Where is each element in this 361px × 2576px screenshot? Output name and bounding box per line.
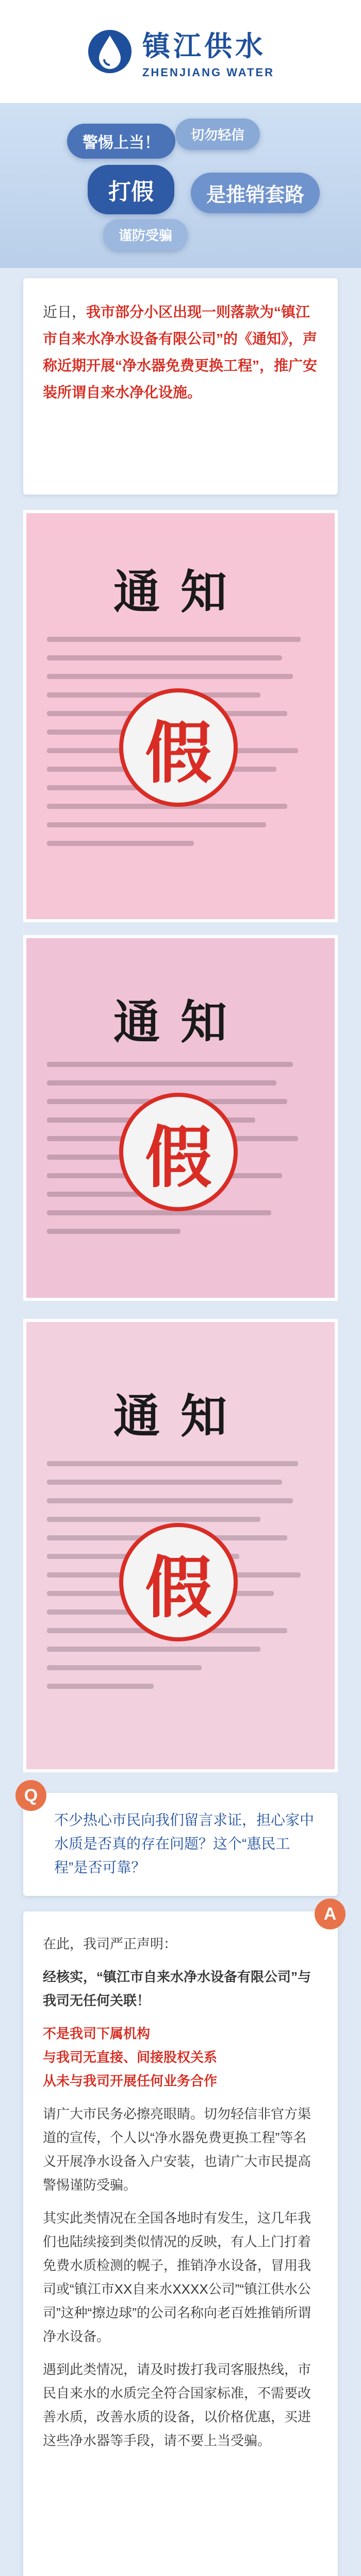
- water-drop-logo-icon: [87, 28, 133, 75]
- question-badge-icon: Q: [15, 1780, 46, 1811]
- question-card: [23, 1793, 338, 1896]
- hero-tag-fake: 打假: [88, 165, 174, 214]
- fake-stamp: 假: [119, 688, 238, 807]
- header: [0, 0, 361, 103]
- answer-verification: 经核实，“镇江市自来水净水设备有限公司”与我司无任何关联！: [43, 1969, 311, 2008]
- fake-stamp: 假: [119, 1523, 238, 1641]
- intro-prefix: 近日，: [43, 304, 87, 320]
- brand-name-en: ZHENJIANG WATER: [142, 65, 275, 79]
- answer-paragraph: 遇到此类情况，请及时拨打我司客服热线，市民自来水的水质完全符合国家标准，不需要改善水质，改善水质的设备，以价格优惠，买进这些净水器等手段，请不要上当受骗。: [43, 2362, 311, 2448]
- question-text: 不少热心市民向我们留言求证，担心家中水质是否真的存在问题？这个“惠民工程”是否可靠？: [54, 1812, 315, 1875]
- notice-title: 通知: [113, 567, 248, 618]
- intro-card: [23, 278, 338, 495]
- hero-tag-sales-trick: 是推销套路: [191, 173, 320, 213]
- answer-point: 从未与我司开展任何业务合作: [43, 2073, 218, 2089]
- fake-notice-photo-3: [23, 1319, 338, 1772]
- answer-paragraph: 请广大市民务必擦亮眼睛。切勿轻信非官方渠道的宣传，个人以“净水器免费更换工程”等名义开展净水设备入户安装，也请广大市民提高警惕谨防受骗。: [43, 2106, 311, 2193]
- fake-notice-photo-2: [23, 935, 338, 1301]
- notice-title: 通知: [113, 1391, 248, 1443]
- hero-banner: [0, 103, 361, 268]
- hero-tag-beware: 警惕上当！: [67, 124, 175, 159]
- intro-highlight: 我市部分小区出现一则落款为“镇江市自来水净水设备有限公司”的《通知》，声称近期开展“净水器免费更换工程”，推广安装所谓自来水净化设施。: [43, 304, 318, 400]
- hero-tag-beware-fraud: 谨防受骗: [103, 219, 188, 250]
- notice-title: 通知: [113, 997, 248, 1048]
- fake-notice-photo-1: [23, 510, 338, 922]
- answer-statement: 在此，我司严正声明：: [43, 1936, 177, 1952]
- answer-badge-icon: A: [315, 1899, 346, 1929]
- brand-logo: [87, 24, 274, 79]
- answer-point: 不是我司下属机构: [43, 2026, 151, 2041]
- answer-card: [23, 1911, 338, 2576]
- hero-tag-dont-trust: 切勿轻信: [175, 118, 260, 150]
- fake-stamp: 假: [119, 1093, 238, 1211]
- answer-point: 与我司无直接、间接股权关系: [43, 2049, 218, 2065]
- answer-paragraph: 其实此类情况在全国各地时有发生，这几年我们也陆续接到类似情况的反映，有人上门打着免费水质检测的幌子，推销净水设备，冒用我司或“镇江市XX自来水XXXX公司”“镇江供水公司”这种“擦边球”的公司名称向老百姓推销所谓净水设备。: [43, 2210, 311, 2344]
- intro-text: [43, 299, 318, 406]
- brand-name-cn: 镇江供水: [142, 30, 266, 62]
